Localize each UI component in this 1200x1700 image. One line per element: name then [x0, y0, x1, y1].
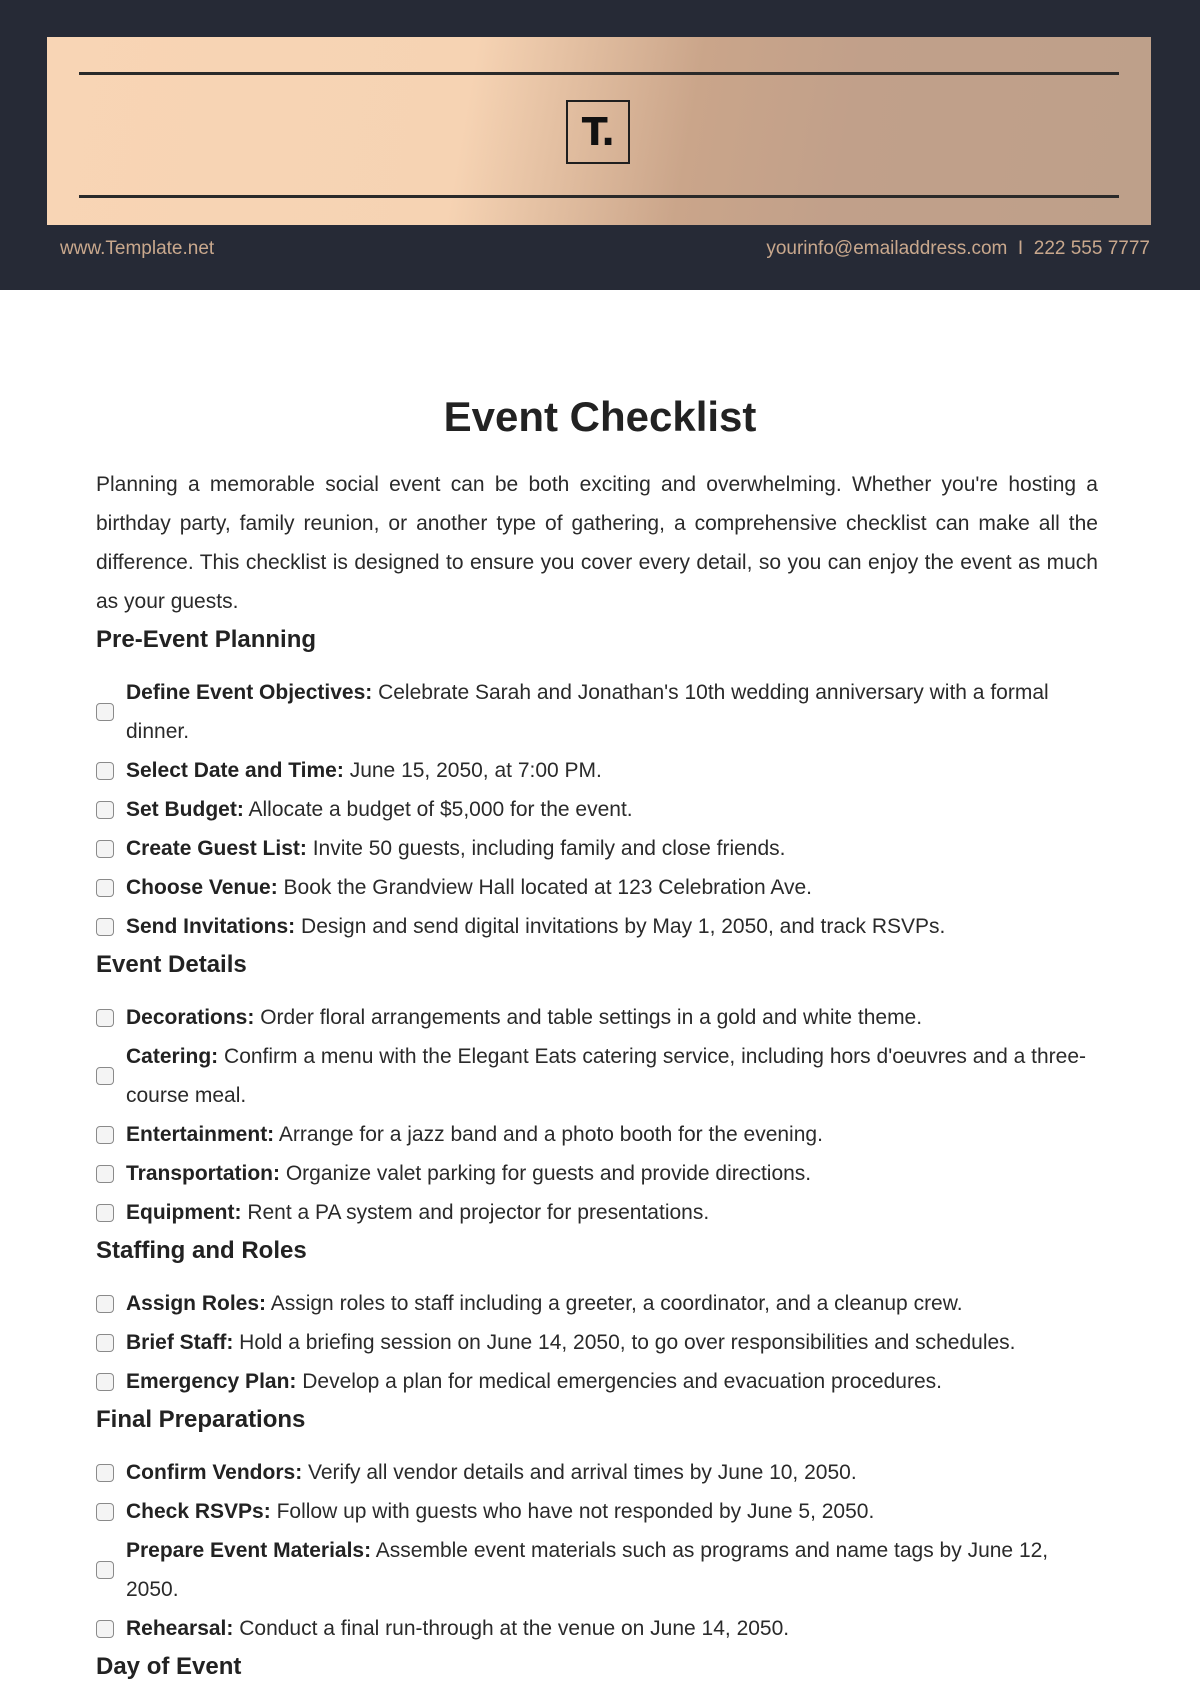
- checkbox[interactable]: [96, 1334, 114, 1352]
- banner-bottom-rule: [79, 195, 1119, 198]
- checklist-item-text: [126, 751, 1098, 790]
- checklist-item-text: [126, 1323, 1098, 1362]
- checklist-item-text: [126, 868, 1098, 907]
- checklist: [96, 673, 1098, 946]
- checklist-item-text: [126, 998, 1098, 1037]
- contact-info: yourinfo@emailaddress.com I 222 555 7777: [766, 238, 1150, 259]
- checklist-item-label: Check RSVPs:: [126, 1500, 271, 1523]
- checklist-item-label: Brief Staff:: [126, 1331, 234, 1354]
- checklist-item: [96, 1154, 1098, 1193]
- checkbox[interactable]: [96, 762, 114, 780]
- checklist-item-text: [126, 1115, 1098, 1154]
- checklist-section: [96, 1401, 1098, 1648]
- section-heading: Day of Event: [96, 1653, 242, 1680]
- checklist-item: [96, 751, 1098, 790]
- checklist-item: [96, 790, 1098, 829]
- checklist-item-description: Allocate a budget of $5,000 for the event.: [243, 798, 633, 821]
- checklist-section: [96, 621, 1098, 946]
- checklist-section: [96, 1232, 1098, 1401]
- section-heading: Pre-Event Planning: [96, 626, 317, 653]
- checklist-item-text: [126, 1284, 1098, 1323]
- checklist-item: [96, 868, 1098, 907]
- checklist-item-label: Set Budget:: [126, 798, 244, 821]
- checklist-item: [96, 1609, 1098, 1648]
- checklist-item-description: Follow up with guests who have not responded by June 5, 2050.: [270, 1500, 875, 1523]
- checklist-item-label: Select Date and Time:: [126, 759, 344, 782]
- checklist-item-label: Emergency Plan:: [126, 1370, 297, 1393]
- checkbox[interactable]: [96, 840, 114, 858]
- checkbox[interactable]: [96, 1126, 114, 1144]
- checklist-item-description: Design and send digital invitations by May 1, 2050, and track RSVPs.: [295, 915, 946, 938]
- checkbox[interactable]: [96, 1165, 114, 1183]
- checklist-item-text: [126, 907, 1098, 946]
- checklist-item-description: Develop a plan for medical emergencies and evacuation procedures.: [296, 1370, 942, 1393]
- checklist-item-description: Invite 50 guests, including family and close friends.: [306, 837, 786, 860]
- checkbox[interactable]: [96, 801, 114, 819]
- checklist-item-label: Create Guest List:: [126, 837, 307, 860]
- intro-paragraph: Planning a memorable social event can be both exciting and overwhelming. Whether you're hosting a birthday party, family reunion, or another type of gathering, a comprehensive checklist can make all the difference. This checklist is designed to ensure you cover every detail, so you can enjoy the event as much as your guests.: [96, 473, 1098, 613]
- checklist-item-label: Rehearsal:: [126, 1617, 234, 1640]
- checklist-section: [96, 1648, 1098, 1700]
- checklist-item-label: Assign Roles:: [126, 1292, 267, 1315]
- checklist-item: [96, 998, 1098, 1037]
- checkbox[interactable]: [96, 1373, 114, 1391]
- checklist-item-text: [126, 1154, 1098, 1193]
- section-heading: Event Details: [96, 951, 247, 978]
- checkbox[interactable]: [96, 1067, 114, 1085]
- banner-top-rule: [79, 72, 1119, 75]
- checklist-item-description: Confirm a menu with the Elegant Eats catering service, including hors d'oeuvres and a three-course meal.: [126, 1045, 1086, 1107]
- checklist-item-label: Entertainment:: [126, 1123, 275, 1146]
- checklist-item-description: Order floral arrangements and table settings in a gold and white theme.: [254, 1006, 923, 1029]
- logo-text: T.: [581, 110, 615, 154]
- checklist-item-description: Organize valet parking for guests and provide directions.: [280, 1162, 812, 1185]
- checklist-item-description: Rent a PA system and projector for presentations.: [241, 1201, 710, 1224]
- checklist-item: [96, 1453, 1098, 1492]
- brand-logo: [566, 100, 630, 164]
- checklist-sections: [96, 621, 1098, 1700]
- checklist-item-description: Verify all vendor details and arrival times by June 10, 2050.: [302, 1461, 857, 1484]
- checklist-item-text: [126, 673, 1098, 751]
- checkbox[interactable]: [96, 879, 114, 897]
- page-title: Event Checklist: [443, 393, 757, 440]
- checklist-item: [96, 1492, 1098, 1531]
- checklist-item: [96, 1284, 1098, 1323]
- checkbox[interactable]: [96, 1620, 114, 1638]
- checklist-item-description: Book the Grandview Hall located at 123 Celebration Ave.: [277, 876, 812, 899]
- checkbox[interactable]: [96, 1009, 114, 1027]
- checklist-item-label: Transportation:: [126, 1162, 281, 1185]
- checklist-item-description: Celebrate Sarah and Jonathan's 10th wedding anniversary with a formal dinner.: [126, 681, 1049, 743]
- checklist-item-description: Assign roles to staff including a greeter, a coordinator, and a cleanup crew.: [266, 1292, 963, 1315]
- page-header: [0, 0, 1200, 290]
- checklist-item: [96, 1037, 1098, 1115]
- checkbox[interactable]: [96, 1295, 114, 1313]
- checklist-item-text: [126, 829, 1098, 868]
- checkbox[interactable]: [96, 1464, 114, 1482]
- checkbox[interactable]: [96, 1204, 114, 1222]
- checklist-item: [96, 907, 1098, 946]
- checklist-item: [96, 829, 1098, 868]
- checklist-item: [96, 1531, 1098, 1609]
- checklist-item-text: [126, 1609, 1098, 1648]
- checklist-item-label: Choose Venue:: [126, 876, 278, 899]
- checklist-item-label: Send Invitations:: [126, 915, 296, 938]
- checklist-item-description: Conduct a final run-through at the venue on June 14, 2050.: [233, 1617, 790, 1640]
- checklist-item-text: [126, 1362, 1098, 1401]
- checklist-item-text: [126, 1492, 1098, 1531]
- checklist: [96, 998, 1098, 1232]
- checklist-item-label: Confirm Vendors:: [126, 1461, 303, 1484]
- checklist-item-description: June 15, 2050, at 7:00 PM.: [343, 759, 602, 782]
- checklist-item: [96, 1362, 1098, 1401]
- checklist: [96, 1284, 1098, 1401]
- checkbox[interactable]: [96, 1561, 114, 1579]
- checklist-item: [96, 1323, 1098, 1362]
- header-banner: [47, 37, 1151, 225]
- checklist-item-description: Hold a briefing session on June 14, 2050, to go over responsibilities and schedules.: [233, 1331, 1016, 1354]
- checklist-item: [96, 673, 1098, 751]
- checklist-item-text: [126, 790, 1098, 829]
- checklist-item-description: Assemble event materials such as programs and name tags by June 12, 2050.: [126, 1539, 1049, 1601]
- checkbox[interactable]: [96, 918, 114, 936]
- checklist-item-label: Equipment:: [126, 1201, 242, 1224]
- checklist-item-text: [126, 1453, 1098, 1492]
- checklist-item-label: Catering:: [126, 1045, 219, 1068]
- checklist-item: [96, 1115, 1098, 1154]
- checklist-item-label: Decorations:: [126, 1006, 255, 1029]
- checklist-section: [96, 946, 1098, 1232]
- document-body: [96, 465, 1098, 1700]
- checklist-item-description: Arrange for a jazz band and a photo booth for the evening.: [274, 1123, 823, 1146]
- checklist: [96, 1453, 1098, 1648]
- section-heading: Final Preparations: [96, 1406, 306, 1433]
- checklist-item: [96, 1193, 1098, 1232]
- checklist-item-text: [126, 1531, 1098, 1609]
- checklist-item-text: [126, 1037, 1098, 1115]
- section-heading: Staffing and Roles: [96, 1237, 307, 1264]
- checkbox[interactable]: [96, 1503, 114, 1521]
- website-link[interactable]: www.Template.net: [60, 238, 215, 259]
- checklist-item-label: Define Event Objectives:: [126, 681, 373, 704]
- checklist-item-text: [126, 1193, 1098, 1232]
- checkbox[interactable]: [96, 703, 114, 721]
- checklist-item-label: Prepare Event Materials:: [126, 1539, 372, 1562]
